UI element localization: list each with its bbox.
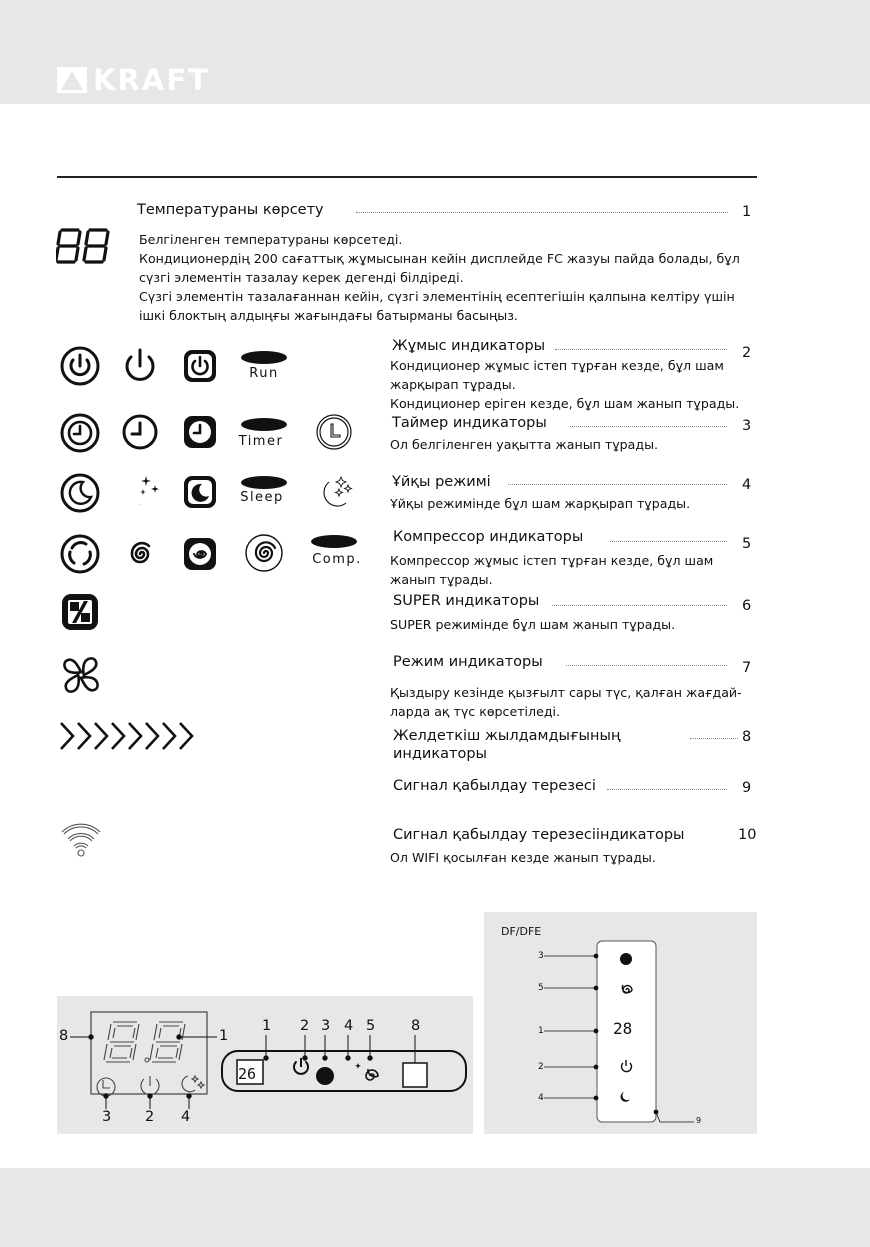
top-callout-1: 1 bbox=[262, 1018, 272, 1034]
section-10-number: 10 bbox=[738, 827, 757, 843]
top-callout-5: 5 bbox=[366, 1018, 376, 1034]
section-6-heading: SUPER индикаторы bbox=[393, 593, 540, 609]
section-6-number: 6 bbox=[742, 598, 752, 614]
section-2-line: жарқырап тұрады. bbox=[390, 377, 516, 392]
comp-indicator-icon bbox=[311, 535, 357, 548]
section-3-line: Ол белгіленген уақытта жанып тұрады. bbox=[390, 437, 659, 452]
timer-square-icon bbox=[182, 414, 218, 450]
sleep-circle-icon bbox=[60, 473, 100, 513]
section-2-heading: Жұмыс индикаторы bbox=[392, 338, 546, 354]
section-5-heading: Компрессор индикаторы bbox=[393, 529, 584, 545]
comp-label: Comp. bbox=[312, 552, 362, 567]
power-square-icon bbox=[182, 348, 218, 384]
panel-lcd-value: 26 bbox=[238, 1065, 257, 1083]
leader-dots bbox=[610, 541, 727, 542]
header-rule bbox=[57, 176, 757, 178]
section-7-heading: Режим индикаторы bbox=[393, 654, 543, 670]
run-label: Run bbox=[249, 366, 279, 381]
section-10-line: Ол WIFI қосылған кезде жанып тұрады. bbox=[390, 850, 656, 865]
timer-circle-icon bbox=[60, 413, 100, 453]
leader-dots bbox=[508, 484, 727, 485]
leader-dots bbox=[570, 426, 727, 427]
section-4-line: Ұйқы режимінде бұл шам жарқырап тұрады. bbox=[390, 496, 691, 511]
section-1-number: 1 bbox=[742, 204, 752, 220]
section-7-line: Қыздыру кезінде қызғылт сары түс, қалған жағдай- bbox=[390, 685, 742, 700]
side-callout-3: 3 bbox=[538, 951, 544, 961]
leader-dots bbox=[555, 349, 727, 350]
section-4-heading: Ұйқы режимі bbox=[392, 474, 491, 490]
section-2-number: 2 bbox=[742, 345, 752, 361]
section-10-heading: Сигнал қабылдау терезесііндикаторы bbox=[393, 827, 685, 843]
leader-dots bbox=[552, 605, 727, 606]
side-panel-lcd-value: 28 bbox=[613, 1019, 633, 1038]
side-callout-9: 9 bbox=[696, 1116, 702, 1125]
leader-dots bbox=[356, 212, 728, 213]
section-5-number: 5 bbox=[742, 536, 752, 552]
leader-dots bbox=[690, 738, 738, 739]
section-8-heading: Желдеткіш жылдамдығының bbox=[393, 728, 621, 744]
top-callout-2: 2 bbox=[300, 1018, 310, 1034]
brand-logo bbox=[57, 63, 210, 97]
section-1-line: сүзгі элементін тазалау керек дегенді білдіреді. bbox=[139, 270, 464, 285]
section-1-line: Белгіленген температураны көрсетеді. bbox=[139, 232, 403, 247]
run-indicator-icon bbox=[241, 351, 287, 364]
timer-icon bbox=[121, 413, 159, 451]
logo-mark-icon bbox=[57, 67, 87, 93]
compressor-circle-icon bbox=[60, 534, 100, 574]
callout-8: 8 bbox=[59, 1028, 69, 1044]
leader-dots bbox=[566, 665, 727, 666]
power-icon bbox=[122, 347, 158, 385]
side-callout-2: 2 bbox=[538, 1062, 544, 1072]
timer-indicator-icon bbox=[241, 418, 287, 431]
callout-2: 2 bbox=[145, 1109, 155, 1125]
section-8-number: 8 bbox=[742, 729, 752, 745]
section-1-heading: Температураны көрсету bbox=[137, 202, 324, 218]
callout-1: 1 bbox=[219, 1028, 229, 1044]
sleep-outline-icon bbox=[316, 473, 354, 511]
top-callout-3: 3 bbox=[321, 1018, 331, 1034]
moon-stars-icon bbox=[119, 472, 161, 512]
power-circle-icon bbox=[60, 346, 100, 386]
side-callout-4: 4 bbox=[538, 1093, 544, 1103]
logo-text: KRAFT bbox=[93, 63, 210, 97]
top-callout-8: 8 bbox=[411, 1018, 421, 1034]
section-1-line: ішкі блоктың алдыңғы жағындағы батырманы басыңыз. bbox=[139, 308, 518, 323]
sleep-indicator-icon bbox=[241, 476, 287, 489]
side-callout-1: 1 bbox=[538, 1026, 544, 1036]
side-panel-title: DF/DFE bbox=[501, 925, 542, 938]
spiral-icon bbox=[123, 536, 157, 572]
section-3-number: 3 bbox=[742, 418, 752, 434]
section-9-number: 9 bbox=[742, 780, 752, 796]
front-panel-lines bbox=[57, 996, 473, 1134]
sleep-square-icon bbox=[182, 474, 218, 510]
section-2-line: Кондиционер жұмыс істеп тұрған кезде, бұл шам bbox=[390, 358, 724, 373]
section-9-heading: Сигнал қабылдау терезесі bbox=[393, 778, 596, 794]
section-3-heading: Таймер индикаторы bbox=[392, 415, 547, 431]
spiral-outline-icon bbox=[244, 533, 284, 573]
section-5-line: Компрессор жұмыс істеп тұрған кезде, бұл шам bbox=[390, 553, 714, 568]
section-1-line: Кондиционердің 200 сағаттық жұмысынан кейін дисплейде FC жазуы пайда болады, бұл bbox=[139, 251, 740, 266]
top-callout-4: 4 bbox=[344, 1018, 354, 1034]
seven-segment-88-icon bbox=[56, 227, 110, 265]
footer-band bbox=[0, 1168, 870, 1247]
section-6-line: SUPER режимінде бұл шам жанып тұрады. bbox=[390, 617, 676, 632]
section-7-line: ларда ақ түс көрсетіледі. bbox=[390, 704, 561, 719]
section-5-line: жанып тұрады. bbox=[390, 572, 493, 587]
fan-speed-chevrons-icon bbox=[59, 721, 205, 751]
sleep-label: Sleep bbox=[240, 490, 284, 505]
timer-outline-icon bbox=[315, 413, 353, 451]
section-1-line: Сүзгі элементін тазалағаннан кейін, сүзгі элементінің есептегішін қалпына келтіру үшін bbox=[139, 289, 735, 304]
compressor-square-icon bbox=[182, 536, 218, 572]
fan-mode-icon bbox=[60, 654, 102, 696]
timer-label: Timer bbox=[238, 434, 284, 449]
section-7-number: 7 bbox=[742, 660, 752, 676]
side-callout-5: 5 bbox=[538, 983, 544, 993]
super-icon bbox=[61, 593, 99, 631]
wifi-icon bbox=[59, 820, 103, 858]
callout-3: 3 bbox=[102, 1109, 112, 1125]
section-2-line: Кондиционер еріген кезде, бұл шам жанып тұрады. bbox=[390, 396, 740, 411]
section-8-heading-cont: индикаторы bbox=[393, 746, 487, 762]
section-4-number: 4 bbox=[742, 477, 752, 493]
leader-dots bbox=[607, 789, 727, 790]
callout-4: 4 bbox=[181, 1109, 191, 1125]
